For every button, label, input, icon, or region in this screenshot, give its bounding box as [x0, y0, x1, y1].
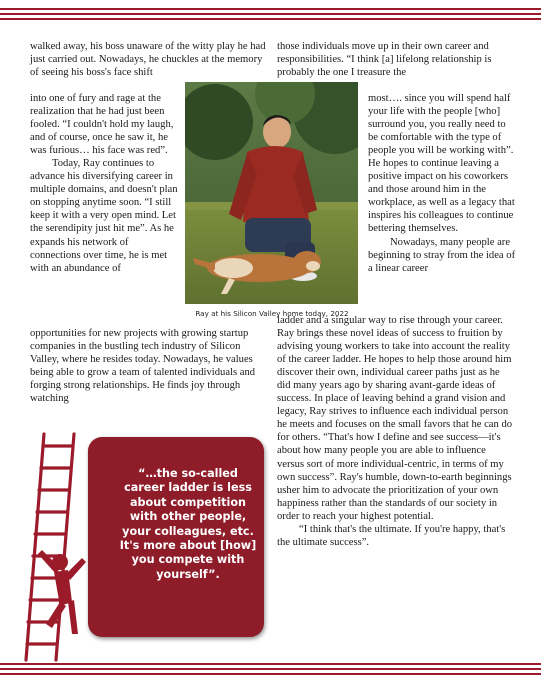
ladder-climber-illustration [16, 424, 116, 664]
photo-caption: Ray at his Silicon Valley home today, 2022 [195, 309, 349, 318]
paragraph: Today, Ray continues to advance his diversifying career in multiple domains, and doesn't plan on stopping anytime soon. “I still keep it with a very open mind. Let the serendipity just hit me”. As he expands his network of connections over time, he is met with an abundance of [30, 158, 178, 274]
paragraph: “I think that's the ultimate. If you're happy, that's the ultimate success”. [277, 523, 506, 548]
right-text-beside-photo [368, 92, 516, 275]
left-text-beside-photo [30, 92, 180, 275]
paragraph: those individuals move up in their own career and responsibilities. “I think [a] lifelong relationship is probably the one I treasure the [277, 41, 492, 79]
bottom-rule-3 [0, 673, 541, 675]
paragraph: into one of fury and rage at the realization that he had just been fooled. “I couldn't hold my laugh, and of course, once he saw it, he was furious… his face was red”. [30, 93, 174, 157]
left-text-bottom [30, 327, 270, 405]
right-text-bottom [277, 314, 515, 549]
paragraph: opportunities for new projects with growing startup companies in the bustling tech industry of Silicon Valley, where he resides today. Nowadays, he values being able to grow a team of talented individuals and forging strong relationships. He finds joy through watching [30, 328, 256, 405]
top-rule-2 [0, 13, 541, 15]
paragraph: most…. since you will spend half your life with the people [who] surround you, you really need to be comfortable with the type of people you will be working with”. He hopes to continue leaving a positive impact on his coworkers and those around him in the workplace, as well as a legacy that inspires his colleagues to continue bettering themselves. [368, 93, 515, 235]
right-text-top [277, 40, 515, 79]
pull-quote-text: “…the so-called career ladder is less about competition with other people, your colleagues, etc. It's more about [how] you compete with yourself”. [119, 467, 257, 581]
bottom-rule-2 [0, 668, 541, 670]
left-text-top [30, 40, 270, 79]
paragraph: ladder and a singular way to rise through your career. Ray brings these novel ideas of success to fruition by advising young workers to take into account the reality of the career ladder. He hopes to help those around him discover their own, individual career paths just as he did many years ago by sharing avant-garde ideas of success. In place of leaving behind a grand vision and legacy, Ray strives to influence each individual person he meets and focuses on the small favors that he can do for others. “That's how I define and see success—it's about how many people you are able to influence versus sort of more individual-centric, in terms of my own success”. Ray's humble, down-to-earth beginnings usher him to advocate the prioritization of your own happiness rather than the standards of our society in order to reach your highest potential. [277, 315, 513, 522]
top-rule-3 [0, 18, 541, 20]
photo-ray-with-dog [185, 82, 358, 304]
paragraph: walked away, his boss unaware of the witty play he had just carried out. Nowadays, he chuckles at the memory of seeing his boss's face shift [30, 41, 266, 79]
paragraph: Nowadays, many people are beginning to stray from the idea of a linear career [368, 236, 516, 274]
top-rule-1 [0, 8, 541, 10]
